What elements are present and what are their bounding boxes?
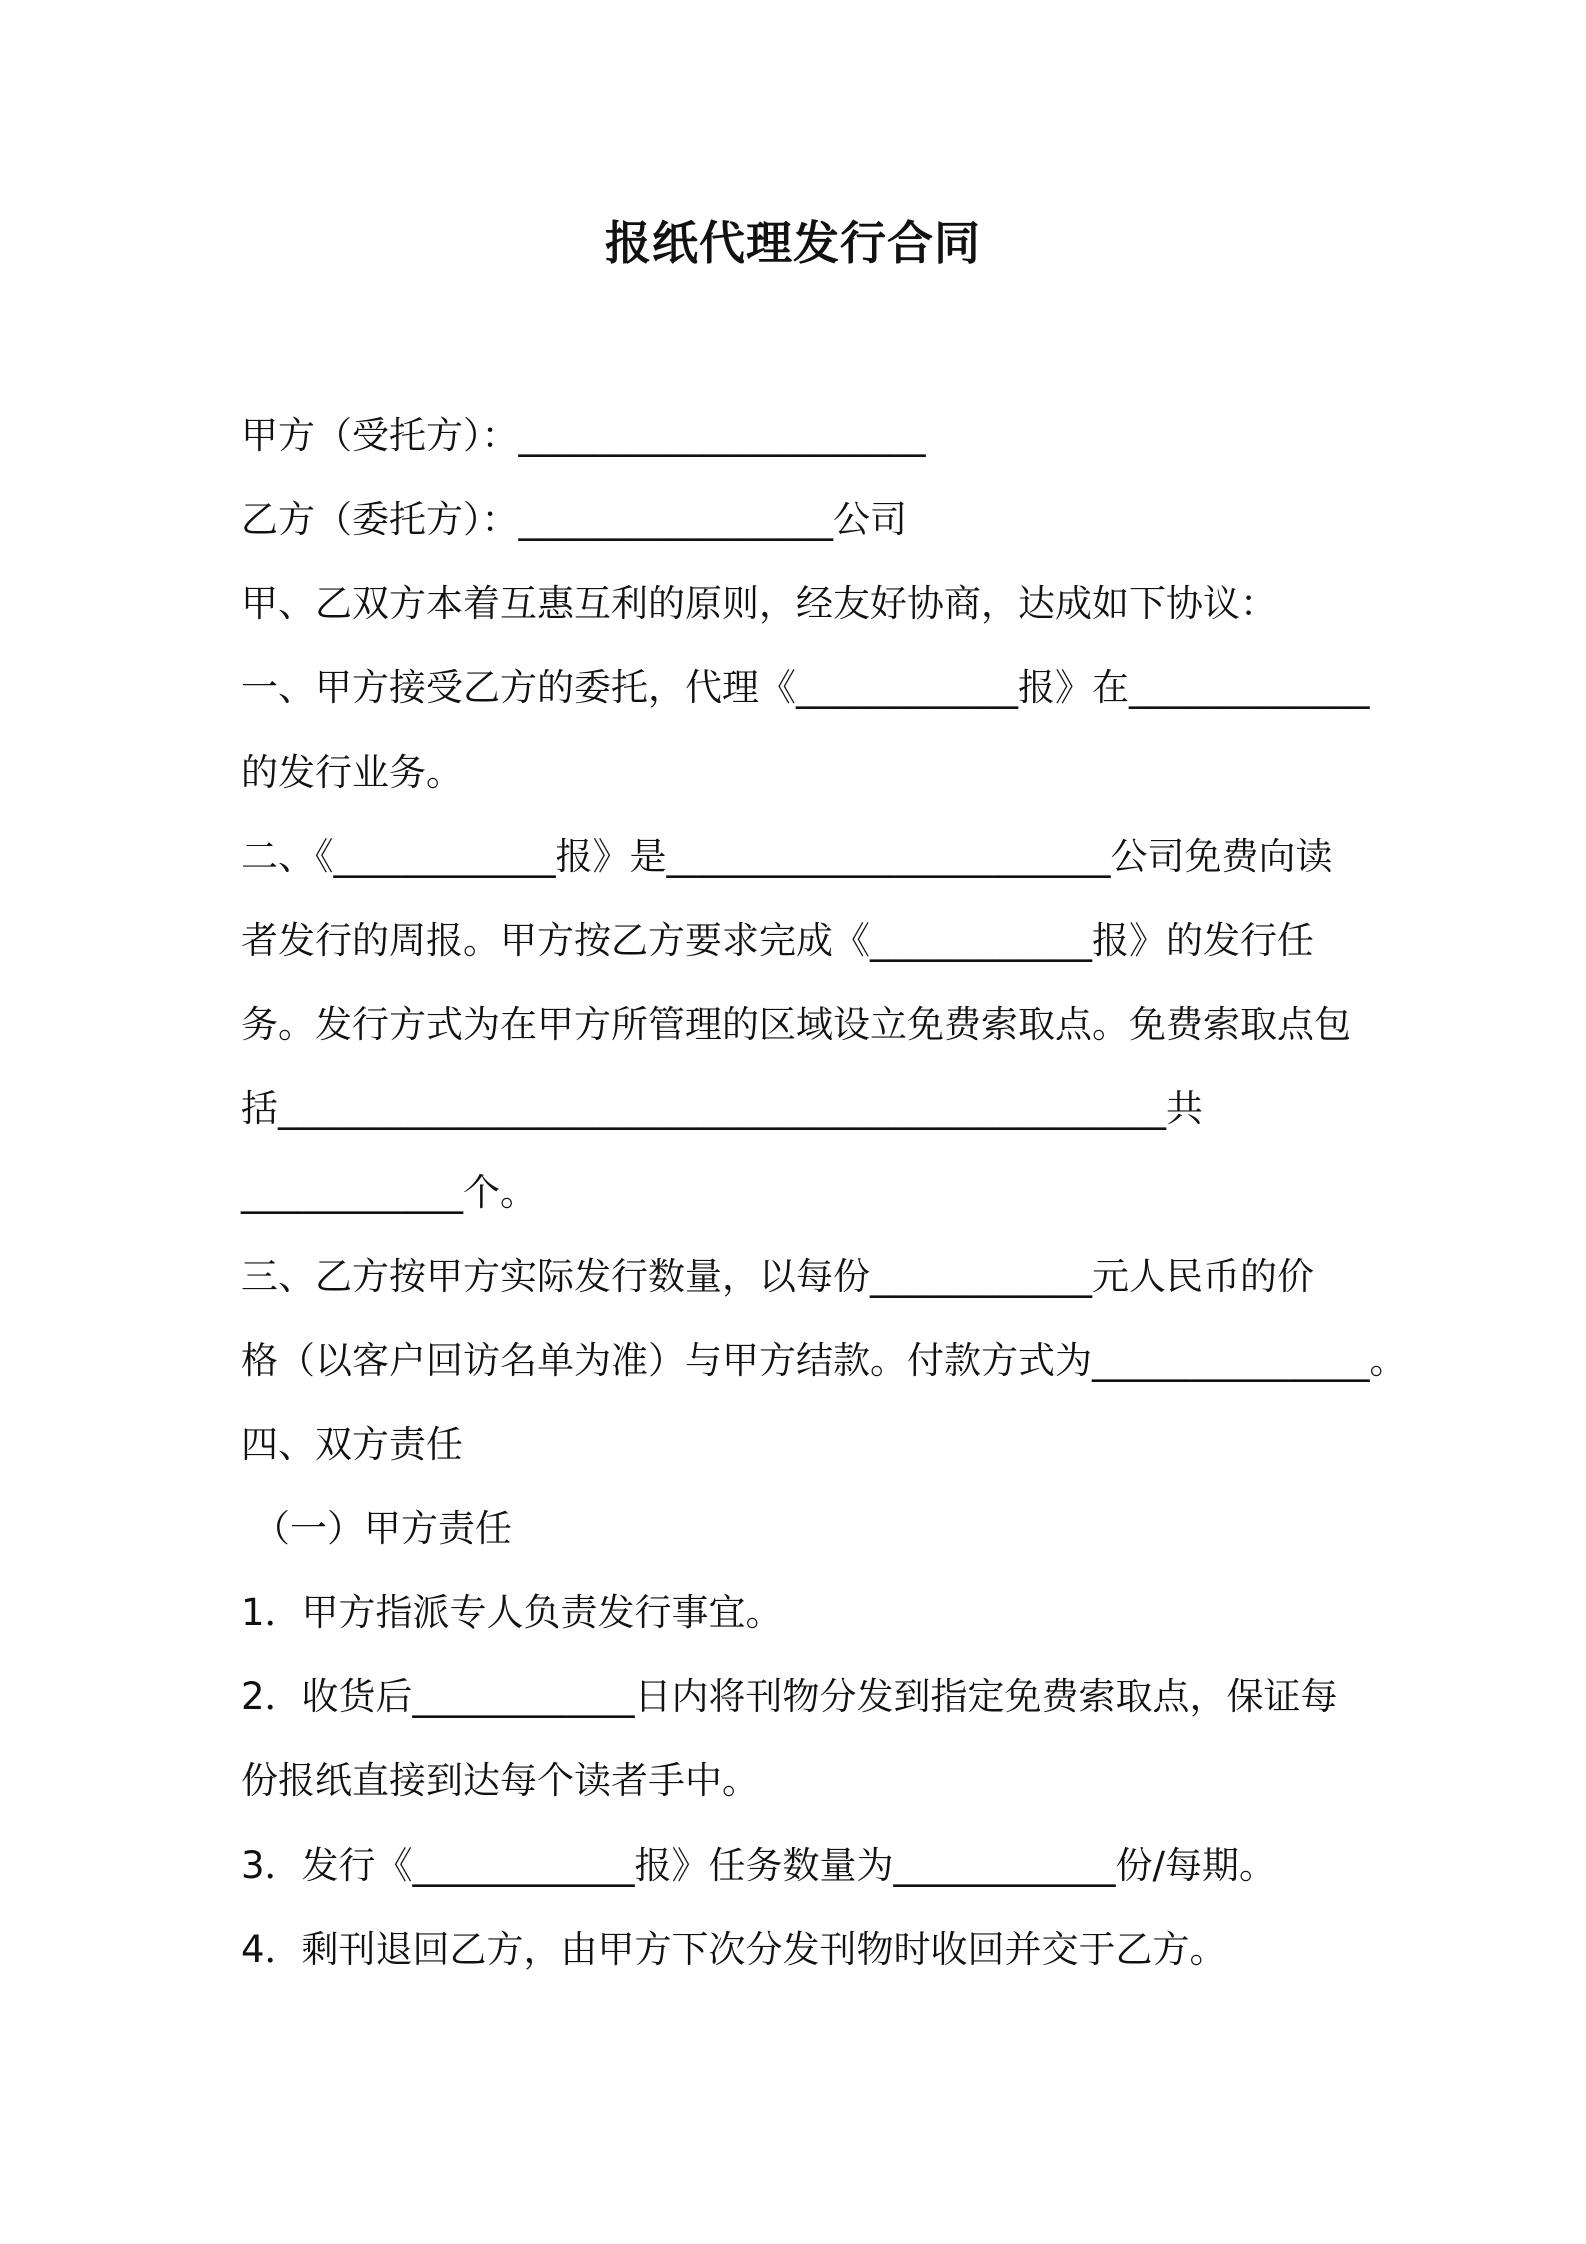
clause-3-line-2: 格（以客户回访名单为准）与甲方结款。付款方式为_______________。 (241, 1339, 1407, 1382)
party-a-line: 甲方（受托方）：______________________ (241, 414, 926, 457)
duty-2-line-2: 份报纸直接到达每个读者手中。 (241, 1759, 759, 1802)
clause-1-line-2: 的发行业务。 (241, 751, 463, 794)
clause-4-heading: 四、双方责任 (241, 1423, 463, 1466)
party-a-duties-heading: （一）甲方责任 (253, 1507, 512, 1550)
clause-3-line-1: 三、乙方按甲方实际发行数量，以每份____________元人民币的价 (241, 1255, 1314, 1298)
clause-2-line-2: 者发行的周报。甲方按乙方要求完成《____________报》的发行任 (241, 919, 1314, 962)
duty-3-line: 3．发行《____________报》任务数量为____________份/每期。 (241, 1844, 1277, 1887)
preamble-line: 甲、乙双方本着互惠互利的原则，经友好协商，达成如下协议： (241, 582, 1277, 625)
clause-1-line-1: 一、甲方接受乙方的委托，代理《____________报》在_____________ (241, 666, 1370, 709)
duty-1-line: 1．甲方指派专人负责发行事宜。 (241, 1591, 783, 1634)
document-title: 报纸代理发行合同 (605, 216, 981, 270)
clause-2-line-4: 括________________________________________________共 (241, 1087, 1203, 1130)
clause-2-line-1: 二、《____________报》是________________________公司免费向读 (241, 835, 1333, 878)
clause-2-line-5: ____________个。 (241, 1171, 537, 1214)
duty-4-line: 4．剩刊退回乙方，由甲方下次分发刊物时收回并交于乙方。 (241, 1928, 1227, 1971)
party-b-line: 乙方（委托方）：_________________公司 (241, 498, 907, 541)
duty-2-line-1: 2．收货后____________日内将刊物分发到指定免费索取点，保证每 (241, 1675, 1338, 1718)
clause-2-line-3: 务。发行方式为在甲方所管理的区域设立免费索取点。免费索取点包 (241, 1003, 1351, 1046)
